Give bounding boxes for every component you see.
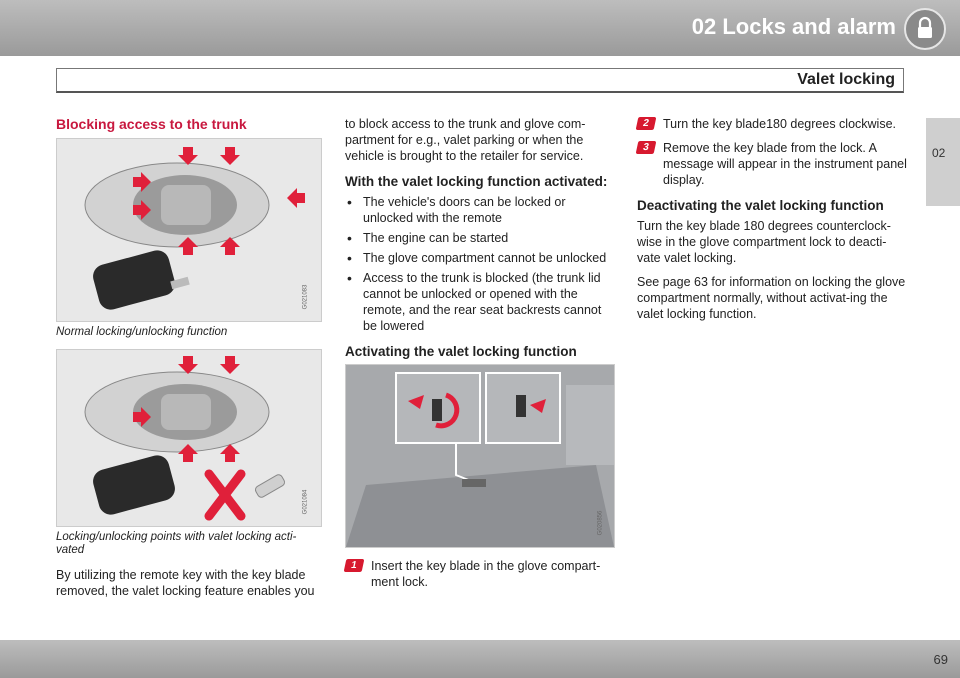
bullet-list	[345, 194, 615, 334]
paragraph-see-page: See page 63 for information on locking the glove compartment normally, without activat-ing the valet locking function.	[637, 275, 906, 321]
page-footer	[0, 640, 960, 678]
section-title: Valet locking	[797, 71, 895, 88]
list-item: • The glove compartment cannot be unlocked	[345, 250, 615, 266]
caption-valet-locking: Locking/unlocking points with valet locking acti-vated	[56, 531, 297, 556]
figure-normal-locking	[56, 138, 322, 322]
heading-deactivating: Deactivating the valet locking function	[637, 198, 884, 213]
page-number: 69	[933, 652, 948, 667]
figure-valet-locking	[56, 349, 322, 527]
list-item: • The vehicle's doors can be locked or unlocked with the remote	[345, 194, 615, 226]
step-1	[345, 558, 615, 590]
figure-id: G021083	[302, 284, 309, 310]
list-item: • Access to the trunk is blocked (the trunk lid cannot be unlocked or opened with the remote, and the rear seat backrests cannot be lowered	[345, 270, 615, 334]
figure-id: G021084	[302, 489, 309, 515]
step-text: Remove the key blade from the lock. A message will appear in the instrument panel display.	[663, 141, 907, 187]
chapter-side-tab	[926, 118, 960, 206]
step-number-badge: 1	[344, 559, 365, 572]
step-text: Turn the key blade180 degrees clockwise.	[663, 117, 897, 131]
step-number-badge: 2	[636, 117, 657, 130]
caption-normal-locking: Normal locking/unlocking function	[56, 326, 228, 338]
figure-glove-compartment	[345, 364, 615, 548]
column-3	[637, 116, 909, 330]
paragraph-intro: By utilizing the remote key with the key blade removed, the valet locking feature enables you	[56, 568, 315, 598]
paragraph-continued: to block access to the trunk and glove com-partment for e.g., valet parking or when the vehicle is brought to the retailer for service.	[345, 117, 586, 163]
step-text: Insert the key blade in the glove compart-ment lock.	[371, 559, 601, 589]
lock-icon	[904, 8, 946, 50]
step-2	[637, 116, 909, 132]
paragraph-deactivate: Turn the key blade 180 degrees counterclock-wise in the glove compartment lock to deacti-vate valet locking.	[637, 219, 891, 265]
step-number-badge: 3	[636, 141, 657, 154]
step-3	[637, 140, 909, 188]
figure-id: G020856	[597, 510, 604, 536]
column-1	[56, 116, 322, 607]
heading-activating: Activating the valet locking function	[345, 344, 577, 359]
list-item: • The engine can be started	[345, 230, 615, 246]
section-bar	[56, 68, 904, 93]
chapter-title: 02 Locks and alarm	[691, 14, 896, 39]
column-2	[345, 116, 615, 598]
heading-function-activated: With the valet locking function activated:	[345, 174, 608, 189]
heading-blocking-trunk: Blocking access to the trunk	[56, 116, 247, 132]
page-header	[0, 0, 960, 56]
side-tab-label: 02	[932, 146, 946, 160]
